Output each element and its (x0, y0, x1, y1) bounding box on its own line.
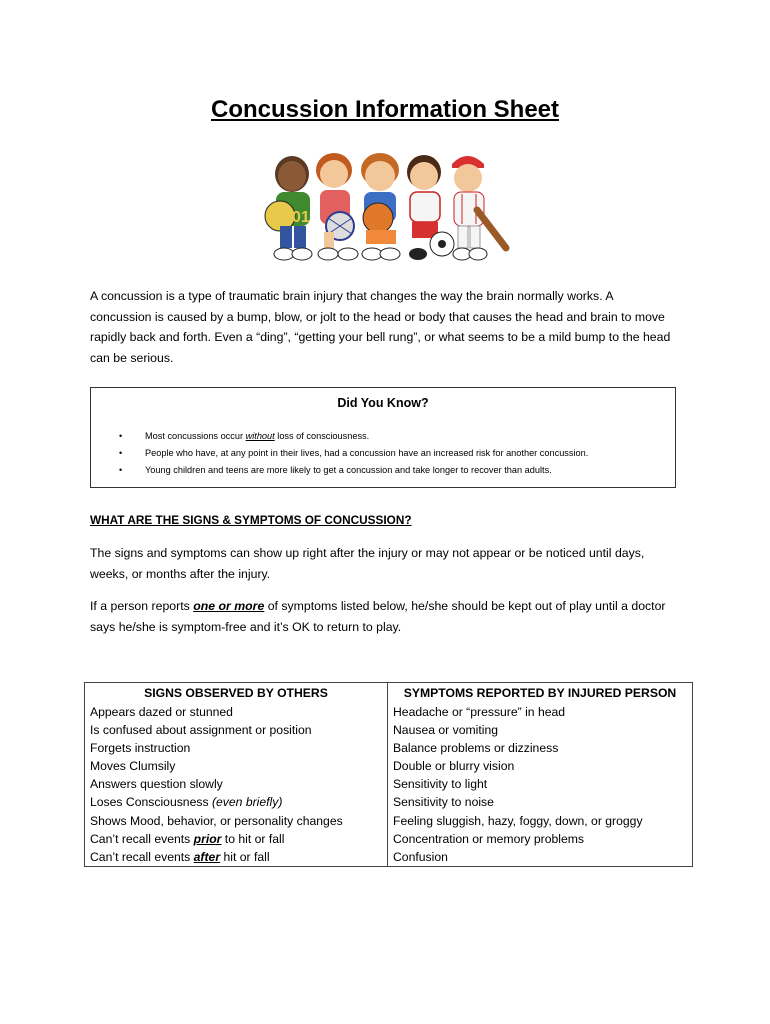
page-title: Concussion Information Sheet (210, 96, 560, 123)
table-row (85, 793, 693, 811)
table-cell: Headache or “pressure” in head (388, 703, 693, 721)
table-cell: Concentration or memory problems (388, 830, 693, 848)
table-cell: Feeling sluggish, hazy, foggy, down, or groggy (388, 812, 693, 830)
section-heading: WHAT ARE THE SIGNS & SYMPTOMS OF CONCUSSION? (90, 513, 412, 527)
table-cell: Forgets instruction (85, 739, 388, 757)
table-cell: Moves Clumsily (85, 757, 388, 775)
children-athletes-clipart-icon (262, 146, 510, 268)
emphasis-text: after (193, 849, 221, 864)
table-cell: Sensitivity to light (388, 775, 693, 793)
table-cell: Loses Consciousness (even briefly) (85, 793, 388, 811)
did-you-know-list (119, 428, 588, 478)
list-item: • People who have, at any point in their lives, had a concussion have an increased risk for another concussion. (119, 445, 588, 462)
table-cell: Confusion (388, 848, 693, 867)
table-row (85, 703, 693, 721)
table-cell: Answers question slowly (85, 775, 388, 793)
table-row (85, 848, 693, 867)
table-cell: Can’t recall events prior to hit or fall (85, 830, 388, 848)
bullet-icon: • (119, 464, 123, 475)
table-row (85, 739, 693, 757)
table-cell: Appears dazed or stunned (85, 703, 388, 721)
table-row (85, 812, 693, 830)
emphasis-text: (even briefly) (211, 795, 283, 810)
emphasis-text: prior (193, 831, 222, 846)
table-cell: Is confused about assignment or position (85, 721, 388, 739)
table-cell: Shows Mood, behavior, or personality changes (85, 812, 388, 830)
list-item: • Most concussions occur without loss of consciousness. (119, 428, 588, 445)
table-row (85, 721, 693, 739)
column-header-signs: SIGNS OBSERVED BY OTHERS (85, 683, 388, 704)
table-row (85, 757, 693, 775)
did-you-know-title: Did You Know? (337, 396, 429, 410)
symptoms-table (84, 682, 693, 867)
bullet-icon: • (119, 431, 123, 441)
table-cell: Sensitivity to noise (388, 793, 693, 811)
table-cell: Can’t recall events after hit or fall (85, 848, 388, 867)
emphasis-text: one or more (193, 599, 265, 613)
table-header-row (85, 683, 693, 704)
column-header-symptoms: SYMPTOMS REPORTED BY INJURED PERSON (388, 683, 693, 704)
table-cell: Nausea or vomiting (388, 721, 693, 739)
list-item: • Young children and teens are more likely to get a concussion and take longer to recover than adults. (119, 462, 588, 479)
table-cell: Balance problems or dizziness (388, 739, 693, 757)
emphasis-text: without (245, 431, 275, 441)
return-to-play-paragraph: If a person reports one or more of symptoms listed below, he/she should be kept out of play until a doctor says he/she is symptom-free and it’s OK to return to play. (90, 599, 666, 634)
table-cell: Double or blurry vision (388, 757, 693, 775)
bullet-icon: • (119, 447, 123, 458)
table-row (85, 830, 693, 848)
did-you-know-box (90, 387, 676, 488)
jersey-number: 01 (292, 209, 310, 226)
table-row (85, 775, 693, 793)
signs-paragraph: The signs and symptoms can show up right after the injury or may not appear or be noticed until days, weeks, or months after the injury. (90, 546, 645, 581)
intro-paragraph: A concussion is a type of traumatic brain injury that changes the way the brain normally works. A concussion is caused by a bump, blow, or jolt to the head or body that causes the head and brain to move rapidly back and forth. Even a “ding”, “getting your bell rung”, or what seems to be a mild bump to the head can be serious. (90, 289, 671, 365)
